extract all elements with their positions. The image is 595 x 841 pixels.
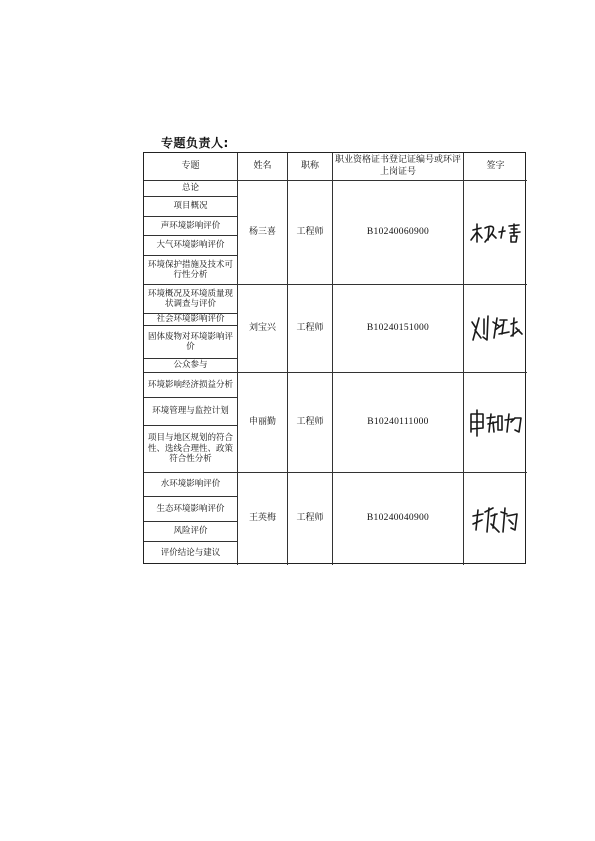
certificate-cell: B10240151000 bbox=[333, 285, 464, 373]
handwritten-signature-icon bbox=[467, 216, 525, 250]
topic-cell: 评价结论与建议 bbox=[144, 542, 238, 565]
position-cell: 工程师 bbox=[288, 473, 333, 565]
name-cell: 刘宝兴 bbox=[238, 285, 288, 373]
topic-cell: 环境保护措施及技术可行性分析 bbox=[144, 256, 238, 285]
topic-cell: 公众参与 bbox=[144, 359, 238, 373]
topic-cell: 项目概况 bbox=[144, 197, 238, 217]
signature-cell bbox=[464, 181, 527, 285]
topic-cell: 大气环境影响评价 bbox=[144, 236, 238, 256]
certificate-cell: B10240040900 bbox=[333, 473, 464, 565]
header-certificate: 职业资格证书登记证编号或环评上岗证号 bbox=[333, 153, 464, 181]
topic-cell: 环境概况及环境质量现状调查与评价 bbox=[144, 285, 238, 314]
responsible-persons-table bbox=[143, 152, 526, 564]
page-title: 专题负责人: bbox=[161, 136, 229, 150]
header-signature: 签字 bbox=[464, 153, 527, 181]
handwritten-signature-icon bbox=[467, 406, 525, 440]
signature-cell bbox=[464, 373, 527, 473]
header-position: 职称 bbox=[288, 153, 333, 181]
certificate-cell: B10240060900 bbox=[333, 181, 464, 285]
name-cell: 申丽勤 bbox=[238, 373, 288, 473]
topic-cell: 水环境影响评价 bbox=[144, 473, 238, 497]
topic-cell: 项目与地区规划的符合性、选线合理性、政策符合性分析 bbox=[144, 426, 238, 473]
name-cell: 杨三喜 bbox=[238, 181, 288, 285]
topic-cell: 声环境影响评价 bbox=[144, 217, 238, 236]
topic-cell: 社会环境影响评价 bbox=[144, 314, 238, 326]
header-topic: 专题 bbox=[144, 153, 238, 181]
topic-cell: 环境管理与监控计划 bbox=[144, 398, 238, 426]
header-name: 姓名 bbox=[238, 153, 288, 181]
name-cell: 王英梅 bbox=[238, 473, 288, 565]
position-cell: 工程师 bbox=[288, 373, 333, 473]
position-cell: 工程师 bbox=[288, 285, 333, 373]
signature-cell bbox=[464, 285, 527, 373]
position-cell: 工程师 bbox=[288, 181, 333, 285]
topic-cell: 环境影响经济损益分析 bbox=[144, 373, 238, 398]
topic-cell: 生态环境影响评价 bbox=[144, 497, 238, 522]
handwritten-signature-icon bbox=[467, 499, 525, 539]
topic-cell: 总论 bbox=[144, 181, 238, 197]
signature-cell bbox=[464, 473, 527, 565]
topic-cell: 固体废物对环境影响评价 bbox=[144, 326, 238, 359]
topic-cell: 风险评价 bbox=[144, 522, 238, 542]
handwritten-signature-icon bbox=[467, 312, 525, 346]
certificate-cell: B10240111000 bbox=[333, 373, 464, 473]
